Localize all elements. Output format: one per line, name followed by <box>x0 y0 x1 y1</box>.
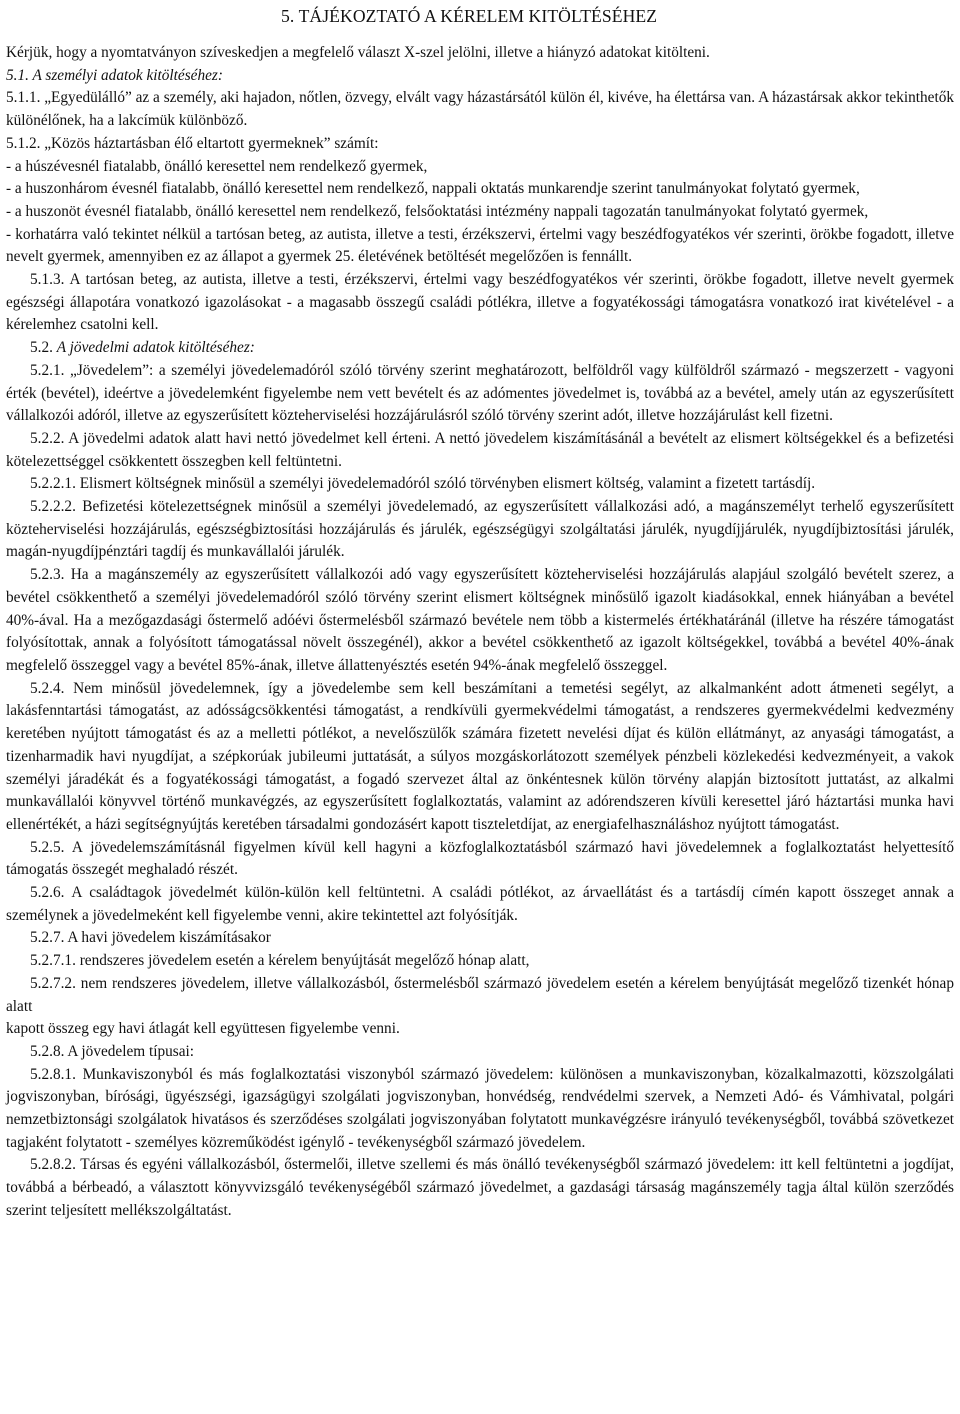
section-label: A jövedelmi adatok kitöltéséhez: <box>56 339 255 357</box>
paragraph-5-1-2: 5.1.2. „Közös háztartásban élő eltartott gyermeknek” számít: <box>6 134 379 152</box>
paragraph-5-2-2-2: 5.2.2.2. Befizetési kötelezettségnek minősül a személyi jövedelemadó, az egyszerűsített vállalkozási adó, a magánszemélyt terhelő egyszerűsített közteherviselési hozzájárulás, egészségbiztosítási hozzájárulás és járulék, egészségügyi szolgáltatási járulék, nyugdíjjárulék, nyugdíjbiztosítási járulék, magán-nyugdíjpénztári tagdíj és munkavállalói járulék. <box>6 498 954 561</box>
list-item-5-1-2-d: - korhatárra való tekintet nélkül a tartósan beteg, az autista, illetve a testi, érzékszervi, értelmi vagy beszédfogyatékos vér szerinti, örökbe fogadott, illetve nevelt gyermek, amennyiben ez az állapot a gyermek 25. életévének betöltését megelőzően is fennállt. <box>6 225 954 266</box>
document-title: 5. TÁJÉKOZTATÓ A KÉRELEM KITÖLTÉSÉHEZ <box>281 6 658 26</box>
paragraph-5-2-8-1: 5.2.8.1. Munkaviszonyból és más foglalkoztatási viszonyból származó jövedelem: különösen a munkaviszonyban, közalkalmazotti, közszolgálati jogviszonyban, bírósági, ügyészségi, igazságügyi szolgálati jogviszonyban, honvédség, rendvédelmi szervek, a Nemzeti Adó- és Vámhivatal, polgári nemzetbiztonsági szolgálatok hivatásos és szerződéses szolgálati jogviszonyában folytatott munkavégzésre irányuló tevékenységből, továbbá szövetkezet tagjaként folytatott - személyes közreműködést igénylő - tevékenységből származó jövedelem. <box>6 1065 954 1151</box>
paragraph-5-2-6: 5.2.6. A családtagok jövedelmét külön-külön kell feltüntetni. A családi pótlékot, az árvaellátást és a tartásdíj címén kapott összeget annak a személynek a jövedelmeként kell figyelembe venni, akire tekintettel azt folyósítják. <box>6 884 954 924</box>
paragraph-5-2-2-1: 5.2.2.1. Elismert költségnek minősül a személyi jövedelemadóról szóló törvényben elismert költség, valamint a fizetett tartásdíj. <box>30 475 816 493</box>
paragraph-5-2-1: 5.2.1. „Jövedelem”: a személyi jövedelemadóról szóló törvény szerint meghatározott, belföldről vagy külföldről származó - megszerzett - vagyoni érték (bevétel), ideértve a jövedelemként figyelembe nem vett bevételt és az adómentes jövedelmet is, továbbá az a bevétel, amely után az egyszerűsített vállalkozói adóról, illetve az egyszerűsített közteherviselési hozzájárulásról szóló törvény szerint adót, illetve hozzájárulást kell fizetni. <box>6 361 954 425</box>
list-item-5-1-2-c: - a huszonöt évesnél fiatalabb, önálló keresettel nem rendelkező, felsőoktatási intézmény nappali tagozatán tanulmányokat folytató gyermek, <box>6 202 869 220</box>
section-heading-personal-data: 5.1. A személyi adatok kitöltéséhez: <box>6 66 223 84</box>
paragraph-5-2-7-2: 5.2.7.2. nem rendszeres jövedelem, illetve vállalkozásból, őstermelésből származó jövedelem esetén a kérelem benyújtását megelőző tizenkét hónap alatt <box>6 974 954 1015</box>
paragraph-5-2-3: 5.2.3. Ha a magánszemély az egyszerűsített vállalkozói adó vagy egyszerűsített közteherviselési hozzájárulás alapjául szolgáló bevételt szerez, a bevétel csökkenthető a személyi jövedelemadóról szóló törvény szerint elismert költségnek minősülő igazolt kiadásokkal, ennek hiányában a bevétel 40%-ával. Ha a mezőgazdasági őstermelő adóévi őstermelésből származó bevétele nem több a kistermelés értékhatáránál (illetve ha részére támogatást folyósítottak, annak a folyósított támogatással növelt összegénél), akkor a bevétel csökkenthető az igazolt költségekkel, továbbá a bevétel 40%-ának megfelelő összeggel vagy a bevétel 85%-ának, illetve állattenyésztés esetén 94%-ának megfelelő összeggel. <box>6 566 954 674</box>
section-number: 5.2. <box>30 339 57 357</box>
paragraph-5-1-3: 5.1.3. A tartósan beteg, az autista, illetve a testi, érzékszervi, értelmi vagy beszédfogyatékos vér szerinti, örökbe fogadott, illetve nevelt gyermek egészségi állapotára vonatkozó igazolásokat - a magasabb összegű családi pótlékra, illetve a fogyatékossági támogatásra vonatkozó irat kivételével - a kérelemhez csatolni kell. <box>6 271 954 334</box>
paragraph-5-2-8-2: 5.2.8.2. Társas és egyéni vállalkozásból, őstermelői, illetve szellemi és más önálló tevékenységből származó jövedelem: itt kell feltüntetni a jogdíjat, továbbá a bérbeadó, a választott könyvvizsgáló tevékenységéből származó jövedelmet, a gazdasági társaság magánszemély tagja által külön szerződés szerint teljesített mellékszolgáltatást. <box>6 1156 954 1219</box>
paragraph-5-2-7-1: 5.2.7.1. rendszeres jövedelem esetén a kérelem benyújtását megelőző hónap alatt, <box>30 952 530 970</box>
paragraph-5-2-7: 5.2.7. A havi jövedelem kiszámításakor <box>30 929 271 947</box>
list-item-5-1-2-a: - a húszévesnél fiatalabb, önálló keresettel nem rendelkező gyermek, <box>6 157 428 175</box>
paragraph-5-2-7-2-continuation: kapott összeg egy havi átlagát kell együttesen figyelembe venni. <box>6 1020 400 1038</box>
list-item-5-1-2-b: - a huszonhárom évesnél fiatalabb, önálló keresettel nem rendelkező, nappali oktatás munkarendje szerint tanulmányokat folytató gyermek, <box>6 180 860 198</box>
intro-paragraph: Kérjük, hogy a nyomtatványon szíveskedjen a megfelelő választ X-szel jelölni, illetve a hiányzó adatokat kitölteni. <box>6 44 710 61</box>
paragraph-5-2-2: 5.2.2. A jövedelmi adatok alatt havi nettó jövedelmet kell érteni. A nettó jövedelem kiszámításánál a bevételt az elismert költségekkel és a befizetési kötelezettséggel csökkentett összegben kell feltüntetni. <box>6 429 954 470</box>
section-heading-income-data <box>6 337 954 360</box>
paragraph-5-2-4: 5.2.4. Nem minősül jövedelemnek, így a jövedelembe sem kell beszámítani a temetési segélyt, az alkalmanként adott átmeneti segélyt, a lakásfenntartási támogatást, az adósságcsökkentési támogatást, a rendkívüli gyermekvédelmi támogatást, a rendszeres gyermekvédelmi kedvezmény keretében nyújtott támogatást és az a melletti pótlékot, a nevelőszülők számára fizetett nevelési díjat és külön ellátmányt, az anyasági támogatást, a tizenharmadik havi nyugdíjat, a szépkorúak jubileumi juttatását, a súlyos mozgáskorlátozott személyek pénzbeli közlekedési kedvezményeit, a vakok személyi járadékát és a fogyatékossági támogatást, a fogadó szervezet által az önkéntesnek külön törvény alapján biztosított juttatást, az alkalmi munkavállalói könyvvel történő munkavégzés, az egyszerűsített foglalkoztatás, valamint az adórendszeren kívüli keresettel járó háztartási munka havi ellenértékét, a házi segítségnyújtás keretében társadalmi gondozásért kapott tiszteletdíjat, az energiafelhasználáshoz nyújtott támogatást. <box>6 679 954 833</box>
paragraph-5-2-8: 5.2.8. A jövedelem típusai: <box>30 1042 195 1060</box>
paragraph-5-1-1: 5.1.1. „Egyedülálló” az a személy, aki hajadon, nőtlen, özvegy, elvált vagy házastársától külön él, kivéve, ha élettársa van. A házastársak akkor tekinthetők különélőnek, ha a lakcímük különböző. <box>6 89 954 130</box>
paragraph-5-2-5: 5.2.5. A jövedelemszámításnál figyelmen kívül kell hagyni a közfoglalkoztatásból származó havi jövedelemnek a foglalkoztatást helyettesítő támogatás összegét meghaladó részét. <box>6 838 954 879</box>
